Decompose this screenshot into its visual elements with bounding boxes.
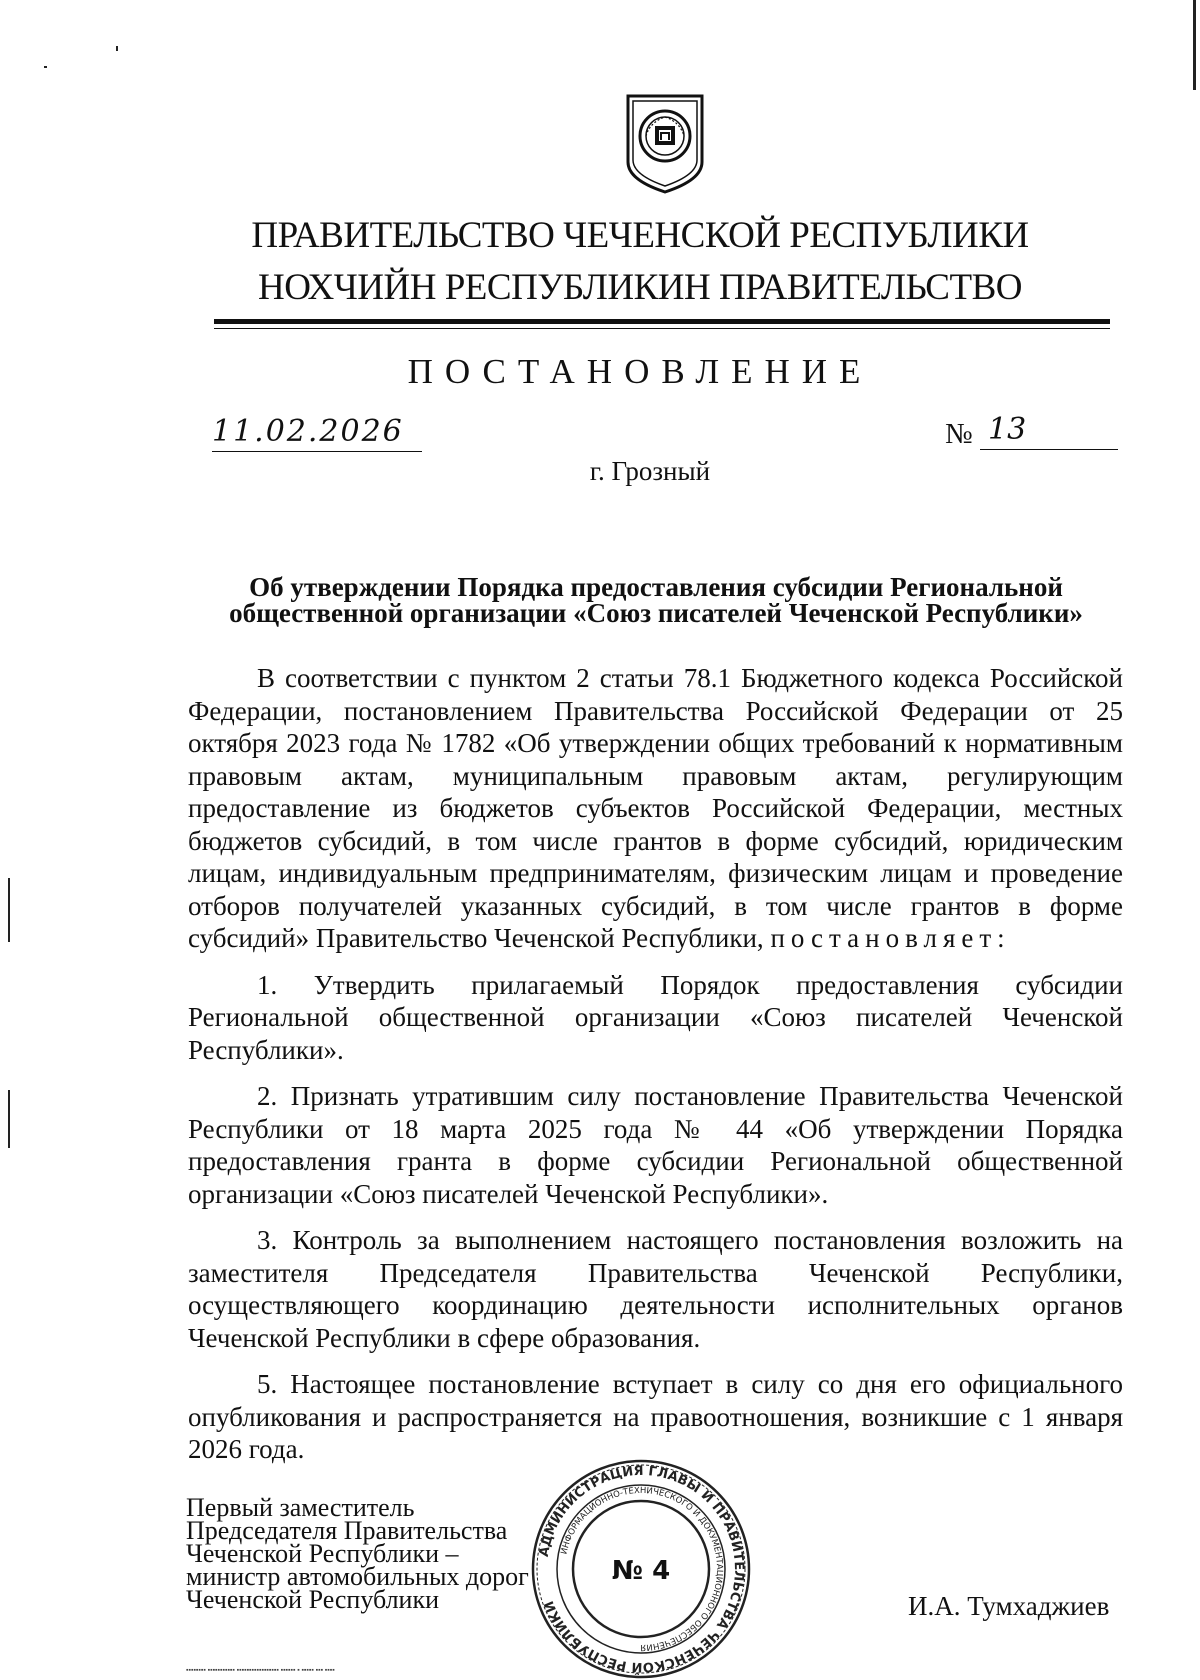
- scan-footer-noise: ▪▪▪▪▪▪▪▪ ▪▪▪▪▪▪▪▪▪▪▪ ▪▪▪▪▪▪▪▪▪▪▪▪▪▪▪▪▪ ▪▪▪▪▪▪ ▪ ▪▪▪▪▪ ▪▪▪ ▪▪▪▪: [186, 1666, 335, 1674]
- scan-mark: [116, 46, 118, 51]
- stamp-inner-text: ИНФОРМАЦИОННО-ТЕХНИЧЕСКОГО И ДОКУМЕНТАЦИОННОГО ОБЕСПЕЧЕНИЯ: [559, 1485, 725, 1653]
- preamble-verb: постановляет:: [770, 923, 1011, 953]
- document-number: 13: [980, 412, 1118, 450]
- document-date: 11.02.2026: [212, 414, 422, 452]
- coat-of-arms-icon: [624, 92, 706, 194]
- stamp-number: № 4: [611, 1556, 671, 1586]
- scan-mark: [8, 878, 10, 942]
- signatory-name: И.А. Тумхаджиев: [908, 1591, 1110, 1621]
- header-rule-thin: [214, 328, 1110, 329]
- scan-mark: [8, 1090, 10, 1148]
- number-label: №: [945, 418, 973, 450]
- item-paragraph: 3. Контроль за выполнением настоящего постановления возложить на заместителя Председателя Правительства Чеченской Республики, осуществляющего координацию деятельности исполнительных органов Чеченской Республики в сфере образования.: [188, 1225, 1123, 1353]
- signatory-position: Первый заместитель Председателя Правительства Чеченской Республики – министр автомобильных дорог Чеченской Республики: [186, 1493, 529, 1614]
- government-name-ru: ПРАВИТЕЛЬСТВО ЧЕЧЕНСКОЙ РЕСПУБЛИКИ: [251, 215, 1029, 256]
- official-stamp: [530, 1458, 752, 1680]
- stamp-outer-text: АДМИНИСТРАЦИЯ ГЛАВЫ И ПРАВИТЕЛЬСТВА ЧЕЧЕНСКОЙ РЕСПУБЛИКИ: [536, 1463, 747, 1675]
- scan-mark: [1193, 0, 1196, 90]
- document-body: [188, 662, 1123, 1480]
- preamble-paragraph: [188, 662, 1123, 955]
- item-paragraph: 2. Признать утратившим силу постановление Правительства Чеченской Республики от 18 марта 2025 года № 44 «Об утверждении Порядка предоставления гранта в форме субсидии Региональной общественной организации «Союз писателей Чеченской Республики».: [188, 1081, 1123, 1209]
- item-paragraph: 1. Утвердить прилагаемый Порядок предоставления субсидии Региональной общественной организации «Союз писателей Чеченской Республики».: [188, 969, 1123, 1065]
- scan-mark: [44, 66, 47, 68]
- header-rule: [214, 319, 1110, 324]
- government-name-ce: НОХЧИЙН РЕСПУБЛИКИН ПРАВИТЕЛЬСТВО: [257, 267, 1022, 308]
- preamble-text: В соответствии с пунктом 2 статьи 78.1 Бюджетного кодекса Российской Федерации, постановлением Правительства Российской Федерации от 25 октября 2023 года № 1782 «Об утверждении общих требований к нормативным правовым актам, муниципальным правовым актам, регулирующим предоставление из бюджетов субъектов Российской Федерации, местных бюджетов субсидий, в том числе грантов в форме субсидий, юридическим лицам, индивидуальным предпринимателям, физическим лицам и проведение отборов получателей указанных субсидий, в том числе грантов в форме субсидий» Правительство Чеченской Республики,: [188, 663, 1123, 953]
- document-city: г. Грозный: [589, 456, 711, 486]
- document-title: Об утверждении Порядка предоставления субсидии Региональной общественной организации «Союз писателей Чеченской Республики»: [229, 572, 1083, 628]
- item-paragraph: 5. Настоящее постановление вступает в силу со дня его официального опубликования и распространяется на правоотношения, возникшие с 1 января 2026 года.: [188, 1369, 1123, 1464]
- document-type: ПОСТАНОВЛЕНИЕ: [407, 352, 873, 391]
